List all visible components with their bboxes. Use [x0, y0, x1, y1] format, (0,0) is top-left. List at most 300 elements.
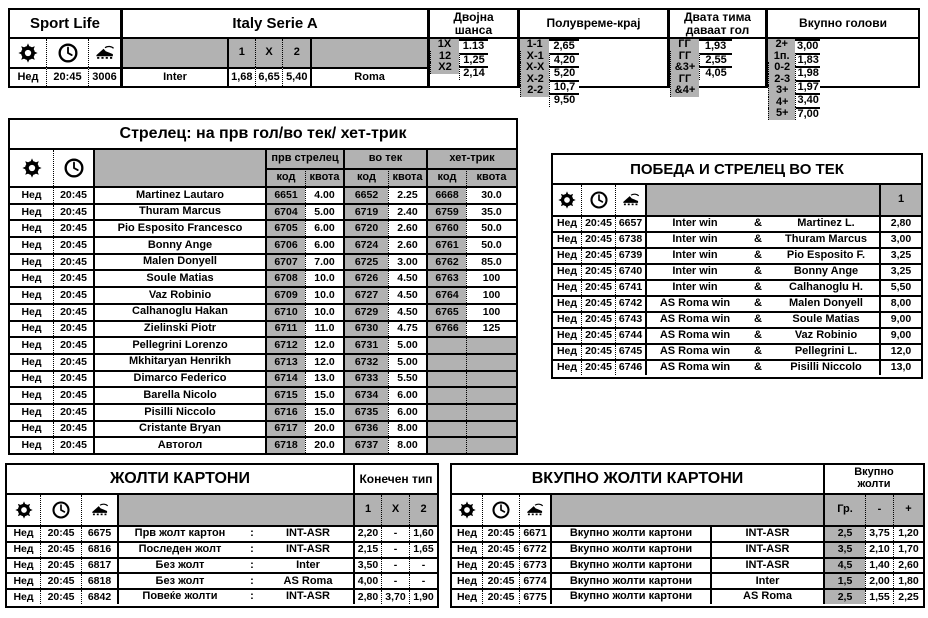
clock-icon	[53, 150, 93, 186]
totals-title: Вкупно голови	[768, 10, 918, 39]
day-cell: Нед	[13, 574, 34, 587]
home-team: Inter	[123, 67, 227, 86]
time-cell: 20:45	[40, 574, 81, 588]
odds-cell: 2,80	[879, 217, 921, 231]
odds-2-cell: 1,60	[409, 527, 437, 541]
bet-name-cell: Последен жолт	[138, 543, 222, 555]
first-code-cell: 6709	[265, 288, 305, 303]
time-cell: 20:45	[53, 322, 93, 337]
day-cell: Нед	[556, 361, 578, 374]
over-odds-cell: 1,20	[893, 527, 923, 541]
day-cell: Нед	[21, 272, 42, 285]
scorer-row	[10, 320, 516, 337]
day-cell: Нед	[21, 238, 42, 251]
day-cell: Нед	[21, 188, 42, 201]
day-cell: Нед	[556, 297, 578, 310]
code-header: код	[265, 168, 305, 186]
gear-icon	[10, 39, 46, 67]
gear-icon	[553, 185, 581, 215]
player-cell: Calhanoglu Hakan	[93, 305, 265, 320]
odds-x-cell: 3,70	[381, 590, 409, 604]
boot-icon	[88, 39, 120, 67]
bet-cell	[645, 249, 879, 263]
market-label: 1-1	[520, 39, 549, 51]
team-cell: INT-ASR	[710, 527, 823, 541]
time-cell: 20:45	[53, 305, 93, 320]
day-cell: Нед	[456, 558, 478, 571]
total-yellow-title: ВКУПНО ЖОЛТИ КАРТОНИ	[531, 469, 744, 487]
col-2-header: 2	[409, 495, 437, 525]
first-code-cell: 6706	[265, 238, 305, 253]
first-odds-cell: 6.00	[305, 238, 343, 253]
anytime-odds-cell: 5.50	[388, 372, 426, 387]
hattrick-odds-cell: 30.0	[466, 188, 516, 203]
team-cell: INT-ASR	[286, 591, 330, 603]
day-cell: Нед	[556, 217, 578, 230]
scorer-table-title: Стрелец: на прв гол/во тек/ хет-трик	[10, 120, 516, 150]
player-cell: Vaz Robinio	[93, 288, 265, 303]
anytime-code-cell: 6727	[343, 288, 388, 303]
anytime-odds-cell: 2.40	[388, 205, 426, 220]
odds-header: квота	[305, 168, 343, 186]
first-odds-cell: 6.00	[305, 221, 343, 236]
odds-cell: 9,00	[879, 313, 921, 327]
under-odds-cell: 1,55	[865, 590, 893, 604]
anytime-odds-cell: 6.00	[388, 388, 426, 403]
hattrick-code-cell	[426, 422, 466, 437]
colon: :	[250, 575, 254, 587]
hattrick-odds-cell	[466, 438, 516, 453]
line-header: Гр.	[823, 495, 865, 525]
first-odds-cell: 12.0	[305, 355, 343, 370]
under-header: -	[865, 495, 893, 525]
bet-cell	[645, 217, 879, 231]
match-header-strip	[8, 8, 920, 120]
team-cell: AS Roma win	[659, 362, 731, 374]
odds-1-cell: 2,80	[353, 590, 381, 604]
player-cell: Vaz Robinio	[794, 330, 858, 342]
clock-icon	[581, 185, 615, 215]
scorer-row	[10, 253, 516, 270]
double-chance-block	[427, 10, 517, 86]
code-cell: 6657	[615, 217, 645, 231]
scorer-table	[8, 118, 518, 455]
code-cell: 6671	[519, 527, 550, 541]
market-label: 2+ 1п.	[768, 39, 795, 62]
scorer-row	[10, 286, 516, 303]
team-cell: AS Roma win	[659, 314, 731, 326]
anytime-odds-cell: 2.25	[388, 188, 426, 203]
time-cell: 20:45	[53, 438, 93, 453]
scorer-row	[10, 236, 516, 253]
market-label: 5+	[768, 108, 795, 120]
odds-2-header: 2	[282, 39, 310, 67]
player-cell: Bonny Ange	[793, 266, 859, 278]
anytime-odds-cell: 5.00	[388, 338, 426, 353]
match-day: Нед	[10, 67, 46, 86]
player-cell: Pio Esposito F.	[786, 250, 866, 262]
anytime-code-cell: 6725	[343, 255, 388, 270]
btts-title: Двата тима даваат гол	[670, 10, 765, 39]
time-cell: 20:45	[581, 361, 615, 375]
win-scorer-row	[553, 231, 921, 247]
under-odds-cell: 1,40	[865, 559, 893, 573]
day-cell: Нед	[21, 439, 42, 452]
bet-cell	[645, 345, 879, 359]
first-code-cell: 6713	[265, 355, 305, 370]
anytime-odds-cell: 8.00	[388, 438, 426, 453]
code-cell: 6816	[81, 543, 117, 557]
scorer-table-header	[10, 150, 516, 188]
player-cell: Calhanoglu H.	[789, 282, 863, 294]
odds-cell: 13,0	[879, 361, 921, 375]
boot-icon	[519, 495, 550, 525]
market-label: ГГ &3+	[670, 51, 699, 74]
team-cell: AS Roma win	[659, 346, 731, 358]
day-cell: Нед	[556, 265, 578, 278]
hattrick-code-cell: 6762	[426, 255, 466, 270]
odds-value: 3,40	[795, 93, 820, 107]
scorer-row	[10, 420, 516, 437]
odds-value: 7,00	[795, 107, 820, 121]
code-cell: 6746	[615, 361, 645, 375]
total-yellow-type-header: Вкупно жолти	[823, 465, 923, 493]
yellow-row	[7, 527, 437, 541]
day-cell: Нед	[556, 313, 578, 326]
first-code-cell: 6718	[265, 438, 305, 453]
scorer-row	[10, 219, 516, 236]
scorer-row	[10, 203, 516, 220]
hattrick-code-cell	[426, 355, 466, 370]
total-yellow-row	[452, 588, 923, 604]
league-title: Italy Serie A	[123, 10, 427, 39]
team-cell: AS Roma win	[659, 298, 731, 310]
team-cell: Inter	[710, 574, 823, 588]
ht-ft-title: Полувреме-крај	[520, 10, 667, 39]
odds-cell: 5,50	[879, 281, 921, 295]
line-cell: 2,5	[823, 590, 865, 604]
bet-cell	[645, 313, 879, 327]
match-code: 3006	[88, 67, 120, 86]
first-odds-cell: 12.0	[305, 338, 343, 353]
anytime-code-cell: 6735	[343, 405, 388, 420]
player-cell: Thuram Marcus	[785, 234, 867, 246]
code-cell: 6842	[81, 590, 117, 604]
anytime-odds-cell: 2.60	[388, 238, 426, 253]
anytime-code-cell: 6731	[343, 338, 388, 353]
hattrick-odds-cell: 50.0	[466, 221, 516, 236]
day-cell: Нед	[556, 329, 578, 342]
win-scorer-row	[553, 311, 921, 327]
clock-icon	[46, 39, 88, 67]
market-label: 12	[430, 51, 459, 63]
team-cell: Inter win	[672, 234, 718, 246]
scorer-row	[10, 188, 516, 203]
day-cell: Нед	[556, 345, 578, 358]
first-odds-cell: 15.0	[305, 388, 343, 403]
ampersand: &	[754, 330, 762, 342]
code-cell: 6742	[615, 297, 645, 311]
code-cell: 6738	[615, 233, 645, 247]
time-cell: 20:45	[581, 217, 615, 231]
time-cell: 20:45	[53, 388, 93, 403]
time-cell: 20:45	[40, 543, 81, 557]
code-cell: 6743	[615, 313, 645, 327]
day-cell: Нед	[21, 305, 42, 318]
day-cell: Нед	[13, 543, 34, 556]
odds-1-cell: 4,00	[353, 574, 381, 588]
odds-1-cell: 3,50	[353, 559, 381, 573]
anytime-odds-cell: 4.50	[388, 271, 426, 286]
code-cell: 6818	[81, 574, 117, 588]
yellow-cards-table	[5, 463, 439, 608]
time-cell: 20:45	[40, 590, 81, 604]
anytime-code-cell: 6719	[343, 205, 388, 220]
total-yellow-row	[452, 572, 923, 588]
market-label: X2	[430, 62, 459, 74]
odds-x-cell: -	[381, 559, 409, 573]
anytime-code-cell: 6736	[343, 422, 388, 437]
player-cell: Thuram Marcus	[93, 205, 265, 220]
player-cell: Pisilli Niccolo	[790, 362, 862, 374]
team-cell: INT-ASR	[710, 559, 823, 573]
odds-value: 2,14	[459, 66, 488, 80]
time-cell: 20:45	[581, 233, 615, 247]
hattrick-code-cell: 6668	[426, 188, 466, 203]
code-header: код	[343, 168, 388, 186]
first-scorer-group-header: прв стрелец	[265, 150, 343, 168]
anytime-code-cell: 6733	[343, 372, 388, 387]
time-cell: 20:45	[53, 205, 93, 220]
first-code-cell: 6711	[265, 322, 305, 337]
day-cell: Нед	[21, 205, 42, 218]
colon: :	[250, 591, 254, 603]
time-cell: 20:45	[482, 574, 519, 588]
scorer-row	[10, 353, 516, 370]
odds-x-cell: -	[381, 527, 409, 541]
hattrick-code-cell	[426, 438, 466, 453]
odds-value: 1.13	[459, 39, 488, 53]
market-label: 4+	[768, 97, 795, 109]
bet-cell	[645, 329, 879, 343]
first-odds-cell: 11.0	[305, 322, 343, 337]
code-cell: 6744	[615, 329, 645, 343]
hattrick-code-cell	[426, 388, 466, 403]
time-cell: 20:45	[53, 288, 93, 303]
gear-icon	[7, 495, 40, 525]
first-code-cell: 6716	[265, 405, 305, 420]
team-cell: AS Roma	[710, 590, 823, 604]
code-cell: 6745	[615, 345, 645, 359]
over-odds-cell: 2,60	[893, 559, 923, 573]
line-cell: 2,5	[823, 527, 865, 541]
first-odds-cell: 20.0	[305, 438, 343, 453]
bet-cell	[645, 281, 879, 295]
first-odds-cell: 5.00	[305, 205, 343, 220]
day-cell: Нед	[556, 233, 578, 246]
first-odds-cell: 7.00	[305, 255, 343, 270]
day-cell: Нед	[21, 322, 42, 335]
odds-value: 9,50	[549, 93, 578, 107]
gear-icon	[10, 150, 53, 186]
odds-cell: 3,25	[879, 265, 921, 279]
header-blank	[645, 185, 879, 215]
bet-name-cell: Повеќе жолти	[142, 591, 218, 603]
day-cell: Нед	[21, 222, 42, 235]
boot-icon	[81, 495, 117, 525]
ampersand: &	[754, 234, 762, 246]
final-type-header: Конечен тип	[353, 465, 437, 493]
yellow-row	[7, 557, 437, 573]
code-cell: 6817	[81, 559, 117, 573]
code-cell: 6774	[519, 574, 550, 588]
odds-1-cell: 2,15	[353, 543, 381, 557]
first-odds-cell: 10.0	[305, 288, 343, 303]
team-cell: Inter win	[672, 218, 718, 230]
brand-block	[10, 10, 120, 86]
first-code-cell: 6704	[265, 205, 305, 220]
total-yellow-title-row	[452, 465, 923, 495]
col-1-header: 1	[353, 495, 381, 525]
time-cell: 20:45	[53, 221, 93, 236]
day-cell: Нед	[21, 389, 42, 402]
time-cell: 20:45	[53, 355, 93, 370]
team-cell: INT-ASR	[710, 543, 823, 557]
ampersand: &	[754, 250, 762, 262]
anytime-code-cell: 6734	[343, 388, 388, 403]
player-cell: Pio Esposito Francesco	[93, 221, 265, 236]
player-cell: Soule Matias	[792, 314, 860, 326]
odds-value: 4,20	[549, 53, 578, 67]
time-cell: 20:45	[581, 249, 615, 263]
hattrick-code-cell: 6766	[426, 322, 466, 337]
day-cell: Нед	[456, 543, 478, 556]
win-scorer-row	[553, 295, 921, 311]
team-cell: AS Roma win	[659, 330, 731, 342]
first-code-cell: 6715	[265, 388, 305, 403]
time-cell: 20:45	[53, 238, 93, 253]
odds-2-cell: -	[409, 574, 437, 588]
time-cell: 20:45	[53, 188, 93, 203]
anytime-code-cell: 6732	[343, 355, 388, 370]
bet-name-cell: Вкупно жолти картони	[550, 527, 710, 541]
anytime-odds-cell: 3.00	[388, 255, 426, 270]
bet-name-cell: Без жолт	[155, 575, 205, 587]
odds-x-value: 6,65	[255, 67, 283, 86]
first-odds-cell: 13.0	[305, 372, 343, 387]
first-code-cell: 6714	[265, 372, 305, 387]
ampersand: &	[754, 346, 762, 358]
time-cell: 20:45	[53, 405, 93, 420]
over-odds-cell: 2,25	[893, 590, 923, 604]
boot-icon	[615, 185, 645, 215]
yellow-row	[7, 541, 437, 557]
player-cell: Soule Matias	[93, 271, 265, 286]
day-cell: Нед	[556, 249, 578, 262]
odds-cell: 3,00	[879, 233, 921, 247]
win-and-scorer-table	[551, 153, 923, 379]
ampersand: &	[754, 314, 762, 326]
scorer-row	[10, 336, 516, 353]
first-code-cell: 6712	[265, 338, 305, 353]
under-odds-cell: 2,00	[865, 574, 893, 588]
scorer-row	[10, 370, 516, 387]
first-odds-cell: 15.0	[305, 405, 343, 420]
totals-block	[765, 10, 918, 120]
odds-value: 2,65	[549, 39, 578, 53]
time-cell: 20:45	[581, 329, 615, 343]
hattrick-group-header: хет-трик	[426, 150, 516, 168]
win-and-scorer-header	[553, 185, 921, 217]
total-yellow-cards-table	[450, 463, 925, 608]
bet-cell	[645, 265, 879, 279]
line-cell: 3,5	[823, 543, 865, 557]
hattrick-code-cell	[426, 338, 466, 353]
scorer-row	[10, 403, 516, 420]
code-cell: 6741	[615, 281, 645, 295]
anytime-odds-cell: 2.60	[388, 221, 426, 236]
day-cell: Нед	[456, 574, 478, 587]
win-and-scorer-title: ПОБЕДА И СТРЕЛЕЦ ВО ТЕК	[553, 155, 921, 185]
hattrick-odds-cell	[466, 338, 516, 353]
colon: :	[250, 543, 254, 555]
header-blank	[123, 39, 227, 67]
hattrick-odds-cell: 125	[466, 322, 516, 337]
hattrick-code-cell: 6759	[426, 205, 466, 220]
bet-cell	[645, 297, 879, 311]
day-cell: Нед	[21, 255, 42, 268]
odds-value: 10,7	[549, 80, 578, 94]
day-cell: Нед	[456, 590, 478, 603]
first-code-cell: 6708	[265, 271, 305, 286]
over-odds-cell: 1,70	[893, 543, 923, 557]
market-label: 2-3	[768, 74, 795, 86]
time-cell: 20:45	[53, 271, 93, 286]
total-yellow-row	[452, 541, 923, 557]
away-team: Roma	[310, 67, 427, 86]
market-label: 0-2	[768, 62, 795, 74]
col-x-header: X	[381, 495, 409, 525]
hattrick-odds-cell: 50.0	[466, 238, 516, 253]
player-cell: Martinez L.	[797, 218, 855, 230]
player-cell: Pisilli Niccolo	[93, 405, 265, 420]
bet-cell	[117, 574, 353, 588]
brand-title: Sport Life	[10, 10, 120, 39]
total-yellow-header	[452, 495, 923, 527]
market-label: 3+	[768, 85, 795, 97]
day-cell: Нед	[21, 355, 42, 368]
day-cell: Нед	[21, 422, 42, 435]
hattrick-code-cell	[426, 405, 466, 420]
bet-name-cell: Без жолт	[155, 559, 205, 571]
player-cell: Barella Nicolo	[93, 388, 265, 403]
time-cell: 20:45	[482, 559, 519, 573]
bet-cell	[117, 590, 353, 604]
time-cell: 20:45	[482, 527, 519, 541]
bet-cell	[117, 527, 353, 541]
day-cell: Нед	[21, 339, 42, 352]
anytime-code-cell: 6720	[343, 221, 388, 236]
odds-value: 1,93	[699, 39, 732, 53]
hattrick-code-cell: 6764	[426, 288, 466, 303]
anytime-odds-cell: 4.75	[388, 322, 426, 337]
player-cell: Mkhitaryan Henrikh	[93, 355, 265, 370]
anytime-code-cell: 6724	[343, 238, 388, 253]
colon: :	[250, 528, 254, 540]
anytime-code-cell: 6730	[343, 322, 388, 337]
scorer-row	[10, 303, 516, 320]
under-odds-cell: 3,75	[865, 527, 893, 541]
